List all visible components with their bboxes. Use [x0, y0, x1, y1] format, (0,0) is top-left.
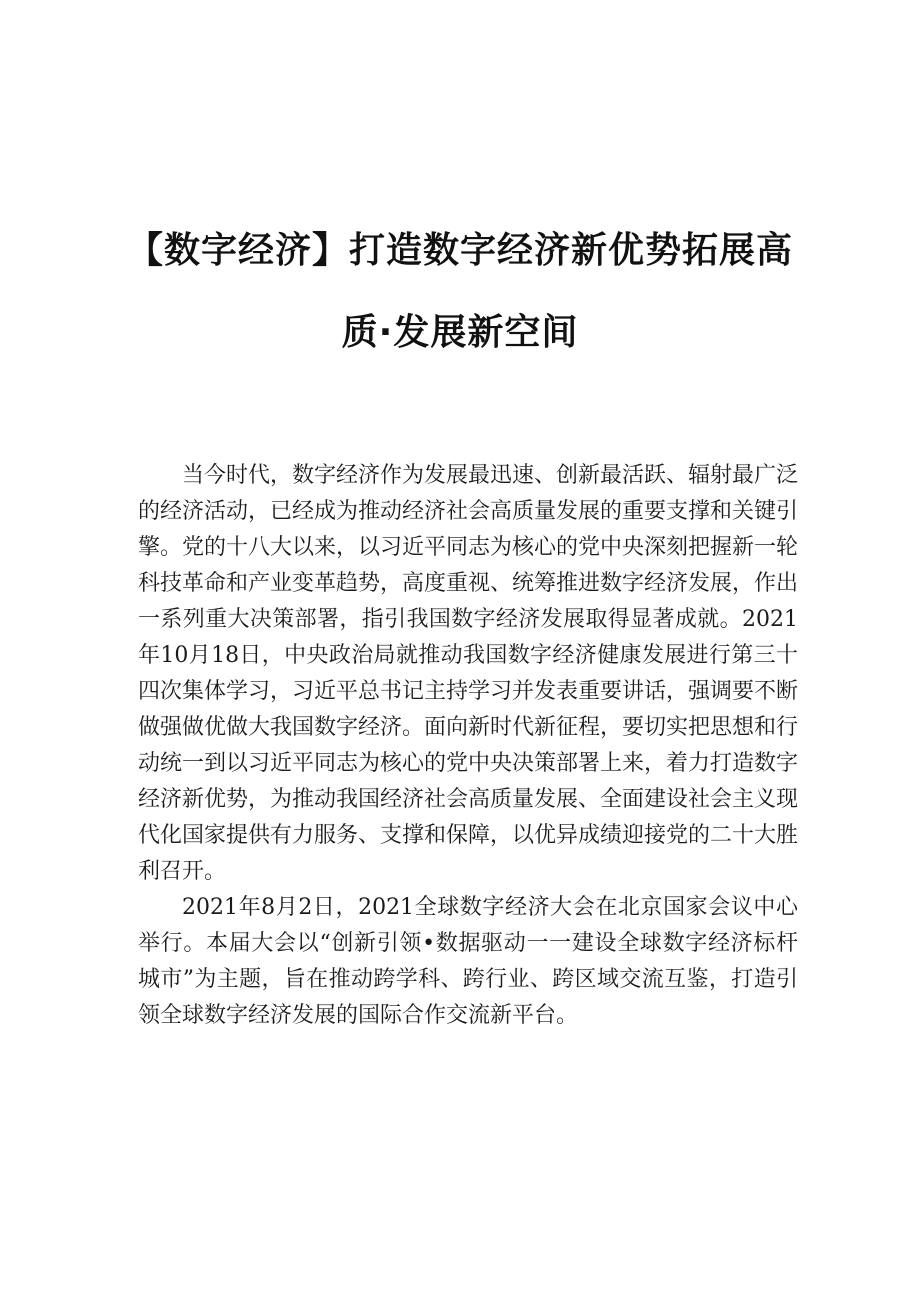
paragraph-2: 2021年8月2日，2021全球数字经济大会在北京国家会议中心举行。本届大会以“创新引领•数据驱动一一建设全球数字经济标杆城市”为主题，旨在推动跨学科、跨行业、跨区域交流互鉴，打造引领全球数字经济发展的国际合作交流新平台。 [138, 895, 798, 1028]
paragraph-1: 当今时代，数字经济作为发展最迅速、创新最活跃、辐射最广泛的经济活动，已经成为推动经济社会高质量发展的重要支撑和关键引擎。党的十八大以来，以习近平同志为核心的党中央深刻把握新一轮科技革命和产业变革趋势，高度重视、统筹推进数字经济发展，作出一系列重大决策部署，指引我国数字经济发展取得显著成就。2021年10月18日，中央政治局就推动我国数字经济健康发展进行第三十四次集体学习，习近平总书记主持学习并发表重要讲话，强调要不断做强做优做大我国数字经济。面向新时代新征程，要切实把思想和行动统一到以习近平同志为核心的党中央决策部署上来，着力打造数字经济新优势，为推动我国经济社会高质量发展、全面建设社会主义现代化国家提供有力服务、支撑和保障，以优异成绩迎接党的二十大胜利召开。 [138, 463, 799, 884]
document-title-line-1: 【数字经济】打造数字经济新优势拓展高 [126, 230, 793, 271]
document-title-line-2: 质·发展新空间 [341, 312, 579, 353]
document-body [138, 458, 798, 1034]
